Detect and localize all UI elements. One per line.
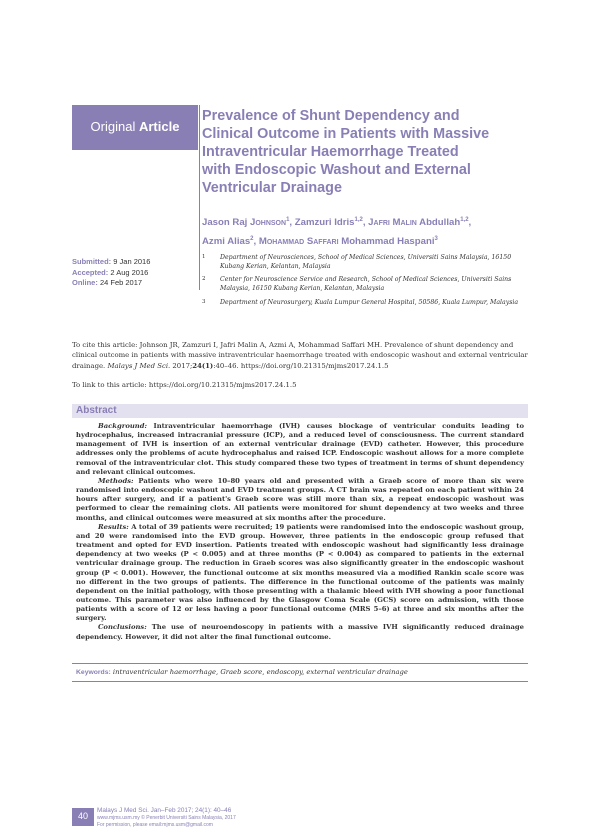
article-title bbox=[202, 107, 502, 197]
title-line: Intraventricular Haemorrhage Treated bbox=[202, 144, 459, 160]
affiliation: 1 Department of Neurosciences, School of Medical Sciences, Universiti Sains Malaysia, 16150 Kubang Kerian, Kelantan, Malaysia bbox=[202, 254, 512, 271]
article-type-label: Original Article bbox=[90, 119, 180, 134]
title-line: Ventricular Drainage bbox=[202, 180, 342, 196]
title-line: with Endoscopic Washout and External bbox=[202, 162, 471, 178]
article-link[interactable]: To link to this article: https://doi.org/10.21315/mjms2017.24.1.5 bbox=[72, 381, 297, 389]
affiliation: 3 Department of Neurosurgery, Kuala Lumpur General Hospital, 50586, Kuala Lumpur, Malaysia bbox=[202, 299, 519, 306]
title-line: Prevalence of Shunt Dependency and bbox=[202, 108, 460, 124]
footer-text: Malays J Med Sci. Jan–Feb 2017; 24(1): 40–46 www.mjms.usm.my © Penerbit Universiti Sains Malaysia, 2017 For permission, please email:mjms.usm@gmail.com bbox=[97, 807, 236, 828]
abstract-heading: Abstract bbox=[76, 405, 117, 416]
title-divider bbox=[199, 105, 200, 290]
abstract-methods: Methods: Patients who were 10–80 years old and presented with a Graeb score of more than six were randomised into endoscopic washout and EVD treatment groups. A CT brain was repeated on each patient within 24 hours after surgery, and if a patient's Graeb score was still more than six, a repeat endoscopic washout was performed to clear the remaining clots. All patients were monitored for shunt dependency at two weeks and three months, and clinical outcomes were measured at six months after the procedure. bbox=[76, 476, 524, 522]
citation: To cite this article: Johnson JR, Zamzuri I, Jafri Malin A, Azmi A, Mohammad Saffari MH. Prevalence of shunt dependency and clinical outcome in patients with massive intraventricular haemorrhage treated with endoscopic washout and external ventricular drainage. Malays J Med Sci. 2017;24(1):40–46. https://doi.org/10.21315/mjms2017.24.1.5 bbox=[72, 341, 528, 370]
title-line: Clinical Outcome in Patients with Massive bbox=[202, 126, 490, 142]
author-list: Jason Raj Johnson$^1$, Zamzuri Idris$^{1,2}$, Jafri Malin Abdullah$^{1,2}$, Azmi Alias$^2$, Mohammad Saffari Mohammad Haspani$^3$ bbox=[202, 217, 472, 248]
keywords-divider bbox=[72, 681, 528, 682]
keywords: Keywords: intraventricular haemorrhage, Graeb score, endoscopy, external ventricular drainage bbox=[76, 668, 408, 676]
abstract-conclusions: Conclusions: The use of neuroendoscopy in patients with a massive IVH significantly reduced drainage dependency. However, it did not alter the final functional outcome. bbox=[76, 623, 524, 641]
page-number: 40 bbox=[77, 811, 88, 821]
abstract-background: Background: Intraventricular haemorrhage (IVH) causes blockage of ventricular conduits leading to hydrocephalus, increased intracranial pressure (ICP), and a reduced level of consciousness. The current standard management of IVH is insertion of an external ventricular drainage (EVD) catheter. However, this procedure addresses only the problems of acute hydrocephalus and raised ICP. Endoscopic washout allows for a more complete removal of the intraventricular clot. This study compared these two types of treatment in terms of shunt dependency and relevant clinical outcomes. bbox=[76, 422, 524, 476]
abstract-divider bbox=[72, 663, 528, 664]
abstract-body bbox=[76, 422, 524, 642]
affiliation: 2 Center for Neuroscience Service and Research, School of Medical Sciences, Universiti Sains Malaysia, 16150 Kubang Kerian, Kelantan, Malaysia bbox=[202, 276, 512, 293]
abstract-header-bar bbox=[72, 404, 528, 418]
article-dates: Submitted: 9 Jan 2016 Accepted: 2 Aug 2016 Online: 24 Feb 2017 bbox=[72, 257, 151, 287]
abstract-results: Results: A total of 39 patients were recruited; 19 patients were randomised into the endoscopic washout group, and 20 were randomised into the EVD group. However, three patients in the endoscopic group refused that treatment and opted for EVD insertion. Patients treated with endoscopic washout had significantly less drainage dependency at two weeks (P < 0.005) and at three months (P < 0.004) as compared to patients in the external ventricular drainage group. The reduction in Graeb scores was also significantly greater in the endoscopic washout group (P < 0.001). However, the functional outcome at six months measured via a modified Rankin scale score was no different in the two groups of patients. The difference in the functional outcome of the patients was mainly dependent on the initial pathology, with those presenting with a thalamic bleed with IVH showing a poor functional outcome. This parameter was also influenced by the Glasgow Coma Scale (GCS) score on admission, with those patients with a score of 12 or less having a poor functional outcome (MRS 5–6) at three and six months after the surgery. bbox=[76, 522, 524, 623]
